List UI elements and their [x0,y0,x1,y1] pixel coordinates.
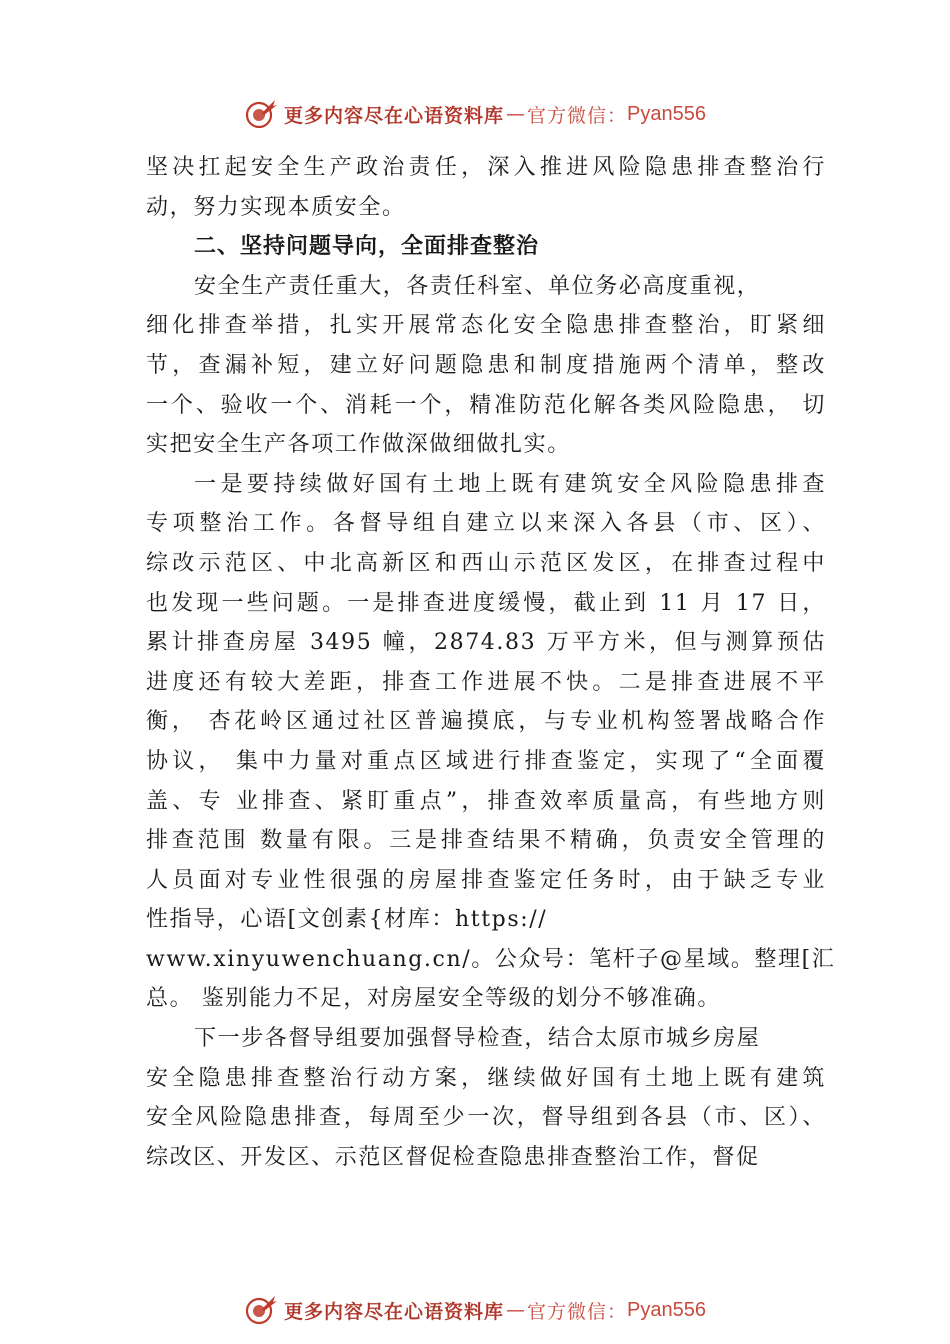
body-line-url: www.xinyuwenchuang.cn/。公众号：笔杆子@星域。整理[汇 [146,946,836,972]
body-line: 实把安全生产各项工作做深做细做扎实。 [146,432,571,458]
body-line: 节，查漏补短，建立好问题隐患和制度措施两个清单，整改 [146,352,826,378]
section-heading: 二、坚持问题导向，全面排查整治 [194,234,540,260]
body-line: 专项整治工作。各督导组自建立以来深入各县（市、区）、 [146,511,826,537]
body-line: 坚决扛起安全生产政治责任，深入推进风险隐患排查整治行 [146,155,826,180]
body-line: 综改区、开发区、示范区督促检查隐患排查整治工作，督促 [146,1144,760,1170]
body-line: 协议， 集中力量对重点区域进行排查鉴定，实现了“全面覆 [146,748,826,774]
body-line: 综改示范区、中北高新区和西山示范区发区，在排查过程中 [146,550,826,576]
quill-logo-icon [244,97,278,131]
body-line: 细化排查举措，扎实开展常态化安全隐患排查整治，盯紧细 [146,313,826,339]
body-line: 安全生产责任重大，各责任科室、单位务必高度重视， [194,273,761,299]
body-line: 总。 鉴别能力不足，对房屋安全等级的划分不够准确。 [146,986,721,1012]
header-wechat-id: Pyan556 [627,102,706,125]
quill-logo-icon [244,1293,278,1327]
body-line: 也发现一些问题。一是排查进度缓慢，截止到 11 月 17 日， [146,590,826,616]
footer-dash: — [506,1299,526,1321]
header-dash: — [506,103,526,125]
footer-official-label: 官方微信： [527,1300,628,1323]
header-official-label: 官方微信： [527,104,628,127]
body-line: 安全隐患排查整治行动方案，继续做好国有土地上既有建筑 [146,1065,826,1091]
body-line: 性指导，心语[文创素{材库：https:// [146,907,548,933]
footer-banner [0,1290,950,1330]
body-line: 进度还有较大差距，排查工作进展不快。二是排查进展不平 [146,669,826,695]
footer-wechat-id: Pyan556 [627,1298,706,1321]
body-line: 安全风险隐患排查，每周至少一次，督导组到各县（市、区）、 [146,1105,826,1131]
header-banner [0,94,950,134]
body-line: 一是要持续做好国有土地上既有建筑安全风险隐患排查 [194,471,826,497]
body-line: 排查范围 数量有限。三是排查结果不精确，负责安全管理的 [146,828,826,854]
body-line: 下一步各督导组要加强督导检查，结合太原市城乡房屋 [194,1026,761,1052]
document-body [146,148,836,1177]
body-line: 盖、专 业排查、紧盯重点”，排查效率质量高，有些地方则 [146,788,826,814]
header-site-text: 更多内容尽在心语资料库 [284,104,505,127]
body-line: 动，努力实现本质安全。 [146,194,406,220]
body-line: 累计排查房屋 3495 幢，2874.83 万平方米，但与测算预估 [146,630,826,656]
body-line: 人员面对专业性很强的房屋排查鉴定任务时，由于缺乏专业 [146,867,826,893]
body-line: 一个、验收一个、消耗一个，精准防范化解各类风险隐患， 切 [146,392,826,418]
footer-site-text: 更多内容尽在心语资料库 [284,1300,505,1323]
body-line: 衡， 杏花岭区通过社区普遍摸底，与专业机构签署战略合作 [146,709,826,735]
